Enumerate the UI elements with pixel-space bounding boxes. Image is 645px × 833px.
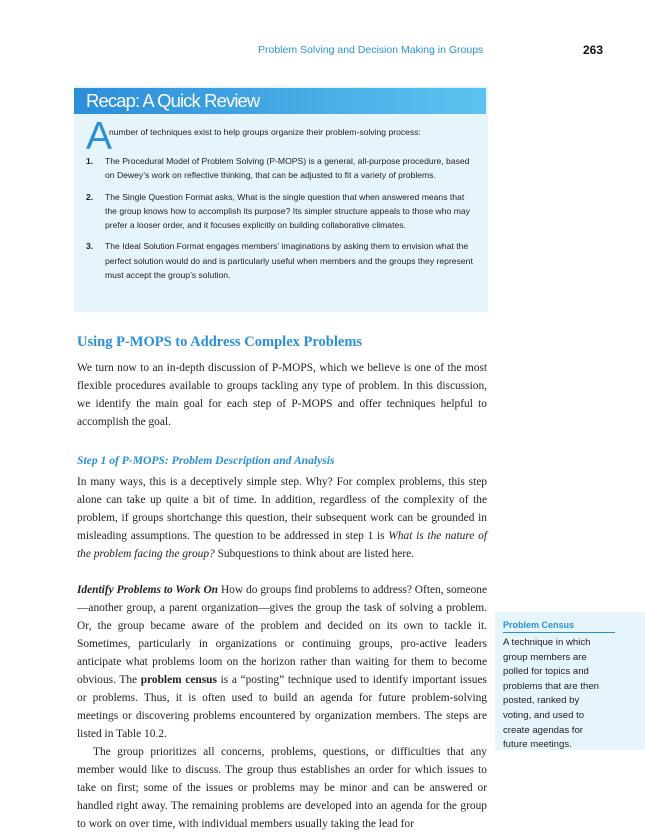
recap-item-number: 2. [86, 191, 94, 202]
recap-title-bar [74, 88, 486, 114]
page-number: 263 [583, 43, 604, 57]
step1-text-b: Subquestions to think about are listed here. [214, 548, 415, 560]
main-text [77, 332, 487, 833]
step1-text-a: In many ways, this is a deceptively simple step. Why? For complex problems, this step alone can take up quite a bit of time. In addition, regardless of the complexity of the problem, if groups shortchange this question, their subsequent work can be grounded in misleading assumptions. The question to be addressed in step 1 is [77, 476, 487, 542]
recap-box [74, 86, 488, 312]
identify-problems-paragraph [77, 581, 487, 743]
recap-title: Recap: A Quick Review [86, 90, 260, 111]
recap-item-text: The Single Question Format asks, What is the single question that when answered means that the group knows how to accomplish its purpose? Its simpler structure appeals to those who may prefer a looser order, and it focuses explicitly on building collaborative climates. [105, 191, 470, 231]
identify-text-b: is a “posting” technique used to identify important issues or problems. Thus, it is often used to build an agenda for future problem-solving meetings or discovering problems encountered by organization members. The steps are listed in Table 10.2. [77, 674, 487, 740]
step1-heading: Step 1 of P-MOPS: Problem Description and Analysis [77, 454, 335, 467]
recap-item-text: The Ideal Solution Format engages members’ imaginations by asking them to envision what the perfect solution would do and is particularly useful when members and the groups they represent must accept the group’s solution. [105, 241, 473, 281]
recap-item-number: 3. [86, 241, 94, 252]
runin-heading: Identify Problems to Work On [77, 584, 219, 596]
margin-divider [503, 632, 615, 633]
recap-item [86, 154, 478, 183]
margin-term: Problem Census [503, 620, 575, 630]
key-term-problem-census: problem census [140, 674, 217, 686]
margin-definition: A technique in which group members are polled for topics and problems that are then posted, ranked by voting, and used to create agendas for future meetings. [503, 637, 599, 751]
recap-item-text: The Procedural Model of Problem Solving (P-MOPS) is a general, all-purpose procedure, based on Dewey’s work on reflective thinking, that can be adjusted to fit a variety of problems. [105, 156, 470, 181]
section-heading: Using P-MOPS to Address Complex Problems [77, 334, 363, 350]
recap-item-number: 1. [86, 156, 94, 166]
prioritize-paragraph: The group prioritizes all concerns, problems, questions, or difficulties that any member would like to discuss. The group thus establishes an order for which issues to take on first; some of the issues or problems may be minor and can be answered or handled right away. The remaining problems are developed into an agenda for the group to work on over time, with individual members usually taking the lead for [77, 746, 487, 830]
recap-item [86, 190, 478, 233]
recap-dropcap: A [86, 115, 113, 158]
section-intro-paragraph: We turn now to an in-depth discussion of P-MOPS, which we believe is one of the most flexible procedures available to groups tackling any type of problem. In this discussion, we identify the main goal for each step of P-MOPS and offer techniques helpful to accomplish the goal. [77, 362, 487, 428]
identify-text-a: How do groups find problems to address? Often, someone—another group, a parent organization—gives the group the task of solving a problem. Or, the group became aware of the problem and decided on its own to tackle it. Sometimes, particularly in organizations or continuing groups, pro-active leaders anticipate what problems loom on the horizon rather than waiting for them to become obvious. The [77, 584, 488, 686]
running-header: Problem Solving and Decision Making in Groups [258, 44, 484, 56]
recap-item [86, 239, 478, 282]
recap-intro: number of techniques exist to help groups organize their problem-solving process: [109, 127, 421, 137]
recap-list [86, 154, 478, 289]
step1-paragraph [77, 473, 487, 563]
step1-question: What is the nature of the problem facing the group? [77, 530, 488, 560]
margin-definition-box [495, 612, 645, 750]
